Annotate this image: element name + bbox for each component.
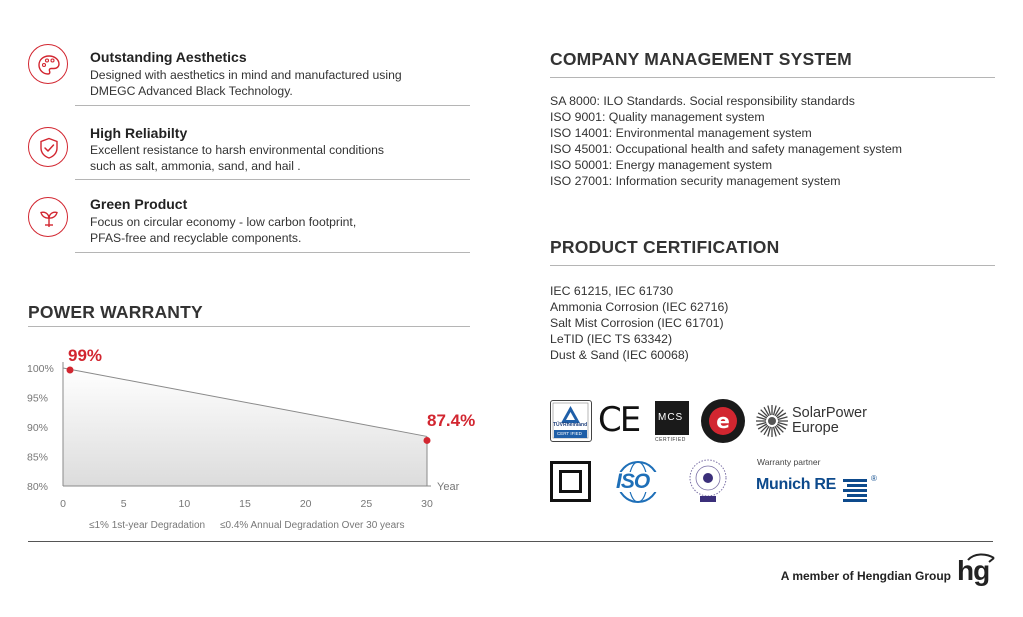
warranty-area [63, 368, 427, 486]
data-point-start [67, 367, 74, 374]
certification-title: PRODUCT CERTIFICATION [550, 237, 780, 257]
solarpower-europe-logo [792, 406, 867, 436]
tuv-logo [550, 400, 592, 442]
feature-desc-line: Focus on circular economy - low carbon footprint, [90, 215, 357, 229]
hg-text: hg [957, 555, 990, 586]
feature-desc-line: DMEGC Advanced Black Technology. [90, 84, 293, 98]
x-tick-label: 15 [239, 498, 251, 510]
x-axis-label: Year [437, 481, 460, 493]
feature-title: Outstanding Aesthetics [90, 49, 247, 65]
management-list [550, 93, 902, 189]
tuv-cert-text: CERT IFIED [557, 431, 582, 436]
registered-mark: ® [871, 474, 877, 483]
warranty-chart [0, 340, 480, 540]
sprout-icon [28, 197, 68, 237]
ce-logo: CE [598, 400, 640, 440]
degradation-note: ≤1% 1st-year Degradation [89, 520, 206, 531]
list-item: ISO 27001: Information security management system [550, 174, 841, 188]
divider [550, 265, 995, 266]
x-tick-label: 20 [299, 498, 312, 510]
list-item: Dust & Sand (IEC 60068) [550, 348, 689, 362]
x-tick-label: 25 [360, 498, 373, 510]
feature-reliability [28, 125, 470, 181]
data-point-end [424, 437, 431, 444]
y-tick-label: 90% [27, 422, 49, 434]
solarpower-text: SolarPower [792, 405, 867, 421]
palette-icon [28, 44, 68, 84]
mcs-logo [655, 401, 690, 445]
feature-title: High Reliabilty [90, 125, 188, 141]
y-tick-label: 85% [27, 451, 49, 464]
list-item: ISO 45001: Occupational health and safety management system [550, 142, 903, 156]
footer-divider [28, 541, 993, 542]
divider [75, 179, 470, 180]
munich-re-mark-icon [843, 478, 873, 509]
x-tick-label: 30 [421, 498, 433, 510]
list-item: IEC 61215, IEC 61730 [550, 284, 674, 298]
svg-text:e: e [716, 409, 730, 433]
feature-desc [90, 67, 402, 99]
certification-list [550, 283, 728, 363]
list-item: ISO 9001: Quality management system [550, 110, 765, 124]
start-value-label: 99% [68, 346, 103, 365]
munich-re-text: Munich RE [756, 476, 836, 493]
mcs-text: MCS [658, 412, 684, 423]
certification-seal-icon [687, 458, 729, 509]
iso-text: ISO [616, 470, 650, 493]
shield-check-icon [28, 127, 68, 167]
divider [28, 326, 470, 327]
list-item: ISO 14001: Environmental management system [550, 126, 812, 140]
degradation-note: ≤0.4% Annual Degradation Over 30 years [220, 520, 405, 531]
feature-desc-line: PFAS-free and recyclable components. [90, 231, 302, 245]
munich-re-logo [756, 476, 836, 494]
feature-title: Green Product [90, 196, 188, 212]
y-tick-label: 80% [27, 481, 49, 493]
iso-logo [614, 460, 662, 509]
end-value-label: 87.4% [427, 411, 476, 430]
feature-desc [90, 142, 384, 174]
management-title: COMPANY MANAGEMENT SYSTEM [550, 49, 852, 69]
feature-desc [90, 214, 356, 246]
solar-pv-logo [700, 398, 746, 449]
feature-green [28, 195, 470, 255]
list-item: Ammonia Corrosion (IEC 62716) [550, 300, 729, 314]
feature-desc-line: Designed with aesthetics in mind and manufactured using [90, 68, 402, 82]
list-item: LeTID (IEC TS 63342) [550, 332, 673, 346]
warranty-title: POWER WARRANTY [28, 302, 203, 322]
list-item: SA 8000: ILO Standards. Social responsibility standards [550, 94, 855, 108]
feature-aesthetics [28, 44, 470, 106]
x-tick-label: 0 [60, 498, 66, 510]
sunburst-icon [755, 404, 789, 443]
feature-desc-line: such as salt, ammonia, sand, and hail . [90, 159, 301, 173]
list-item: Salt Mist Corrosion (IEC 61701) [550, 316, 724, 330]
x-tick-label: 10 [178, 498, 191, 510]
divider [75, 105, 470, 106]
divider [550, 77, 995, 78]
y-tick-label: 100% [27, 363, 54, 375]
double-insulation-icon [550, 461, 591, 502]
warranty-partner-label: Warranty partner [757, 457, 821, 467]
x-tick-label: 5 [120, 498, 127, 510]
feature-desc-line: Excellent resistance to harsh environmental conditions [90, 143, 385, 157]
footer-text: A member of Hengdian Group [780, 569, 951, 583]
hg-logo [954, 550, 1000, 596]
divider [75, 252, 470, 253]
tuv-text: TÜVRheinland [553, 422, 588, 428]
europe-text: Europe [792, 420, 839, 436]
list-item: ISO 50001: Energy management system [550, 158, 773, 172]
y-tick-label: 95% [27, 392, 49, 405]
mcs-certified-text: CERTIFIED [655, 437, 686, 443]
